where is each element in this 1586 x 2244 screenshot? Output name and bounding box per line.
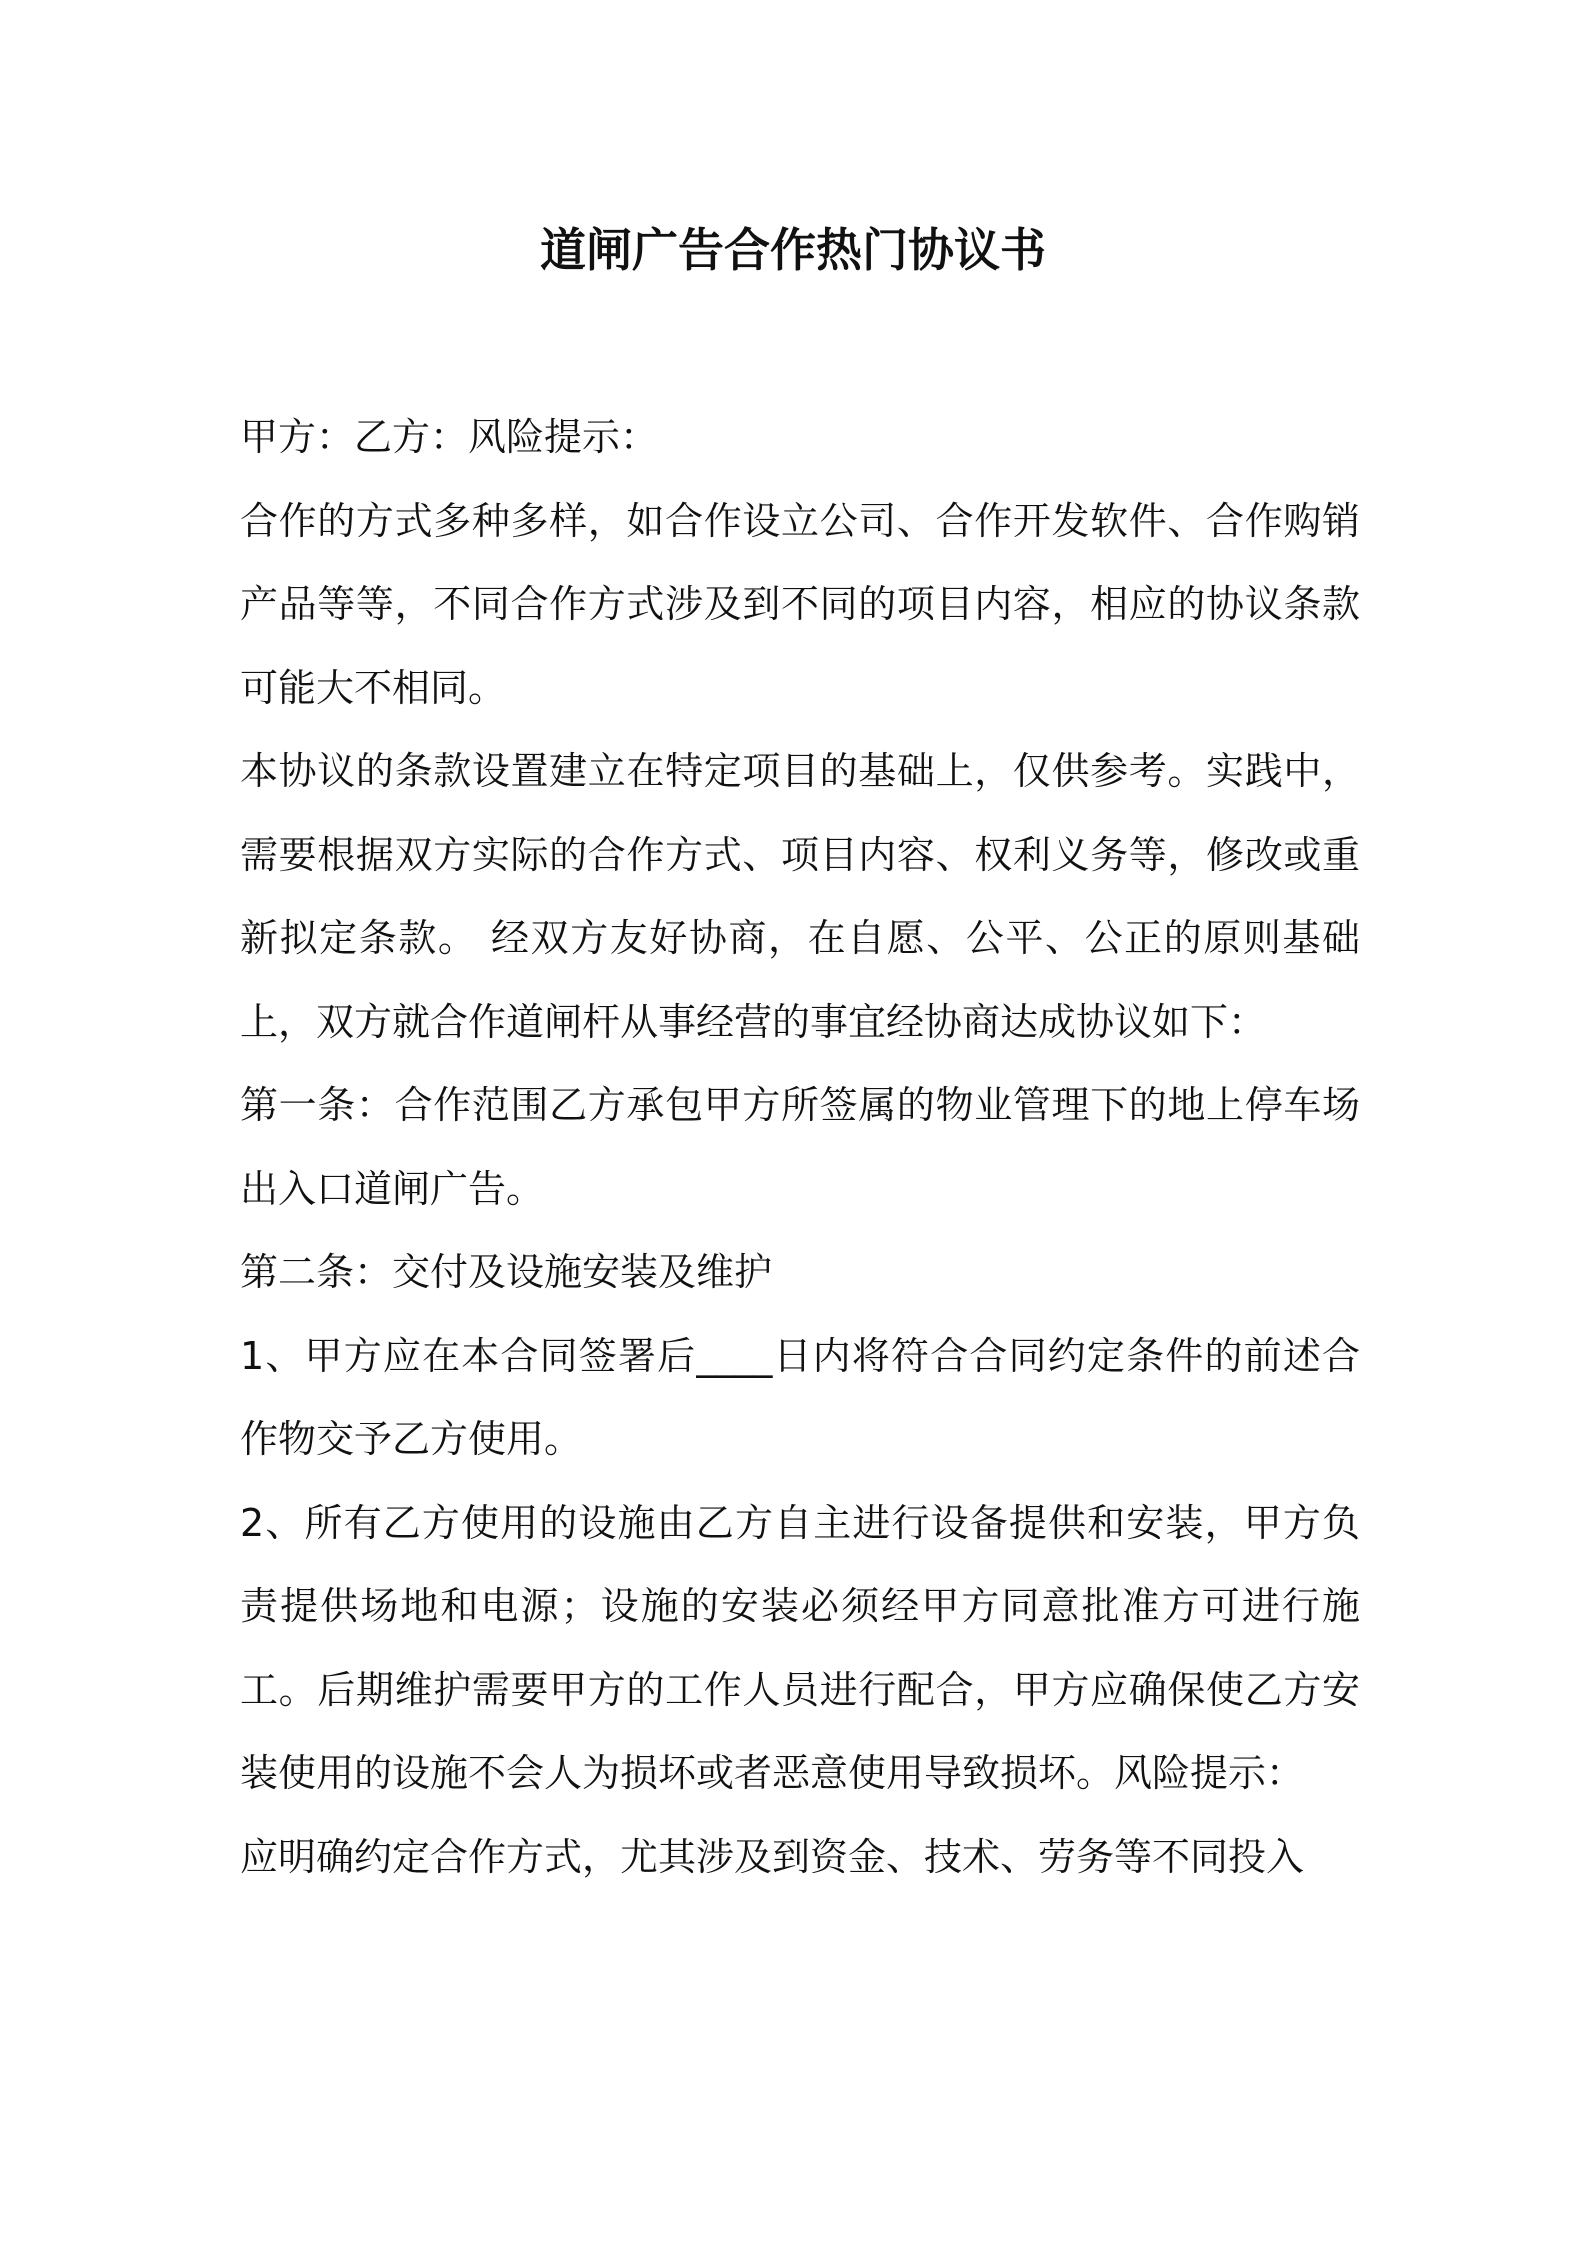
paragraph-reference-note: 本协议的条款设置建立在特定项目的基础上，仅供参考。实践中，需要根据双方实际的合作方式、项目内容、权利义务等，修改或重新拟定条款。 经双方友好协商，在自愿、公平、公正的原则基础上，双方就合作道闸杆从事经营的事宜经协商达成协议如下： [240,749,1360,1044]
document-title: 道闸广告合作热门协议书 [540,223,1046,277]
paragraph-cooperation-methods: 合作的方式多种多样，如合作设立公司、合作开发软件、合作购销产品等等，不同合作方式涉及到不同的项目内容，相应的协议条款可能大不相同。 [240,498,1360,710]
paragraph-clause-2: 2、所有乙方使用的设施由乙方自主进行设备提供和安装，甲方负责提供场地和电源；设施的安装必须经甲方同意批准方可进行施工。后期维护需要甲方的工作人员进行配合，甲方应确保使乙方安装使用的设施不会人为损坏或者恶意使用导致损坏。风险提示： [240,1500,1360,1795]
paragraph-article-2-heading: 第二条：交付及设施安装及维护 [240,1250,773,1294]
paragraph-clause-1: 1、甲方应在本合同签署后____日内将符合合同约定条件的前述合作物交予乙方使用。 [240,1333,1360,1461]
paragraph-risk-note: 应明确约定合作方式，尤其涉及到资金、技术、劳务等不同投入 [240,1834,1305,1879]
paragraph-article-1: 第一条：合作范围乙方承包甲方所签属的物业管理下的地上停车场出入口道闸广告。 [240,1083,1360,1211]
document-body [240,396,1360,1899]
paragraph-parties: 甲方：乙方：风险提示： [240,415,659,459]
